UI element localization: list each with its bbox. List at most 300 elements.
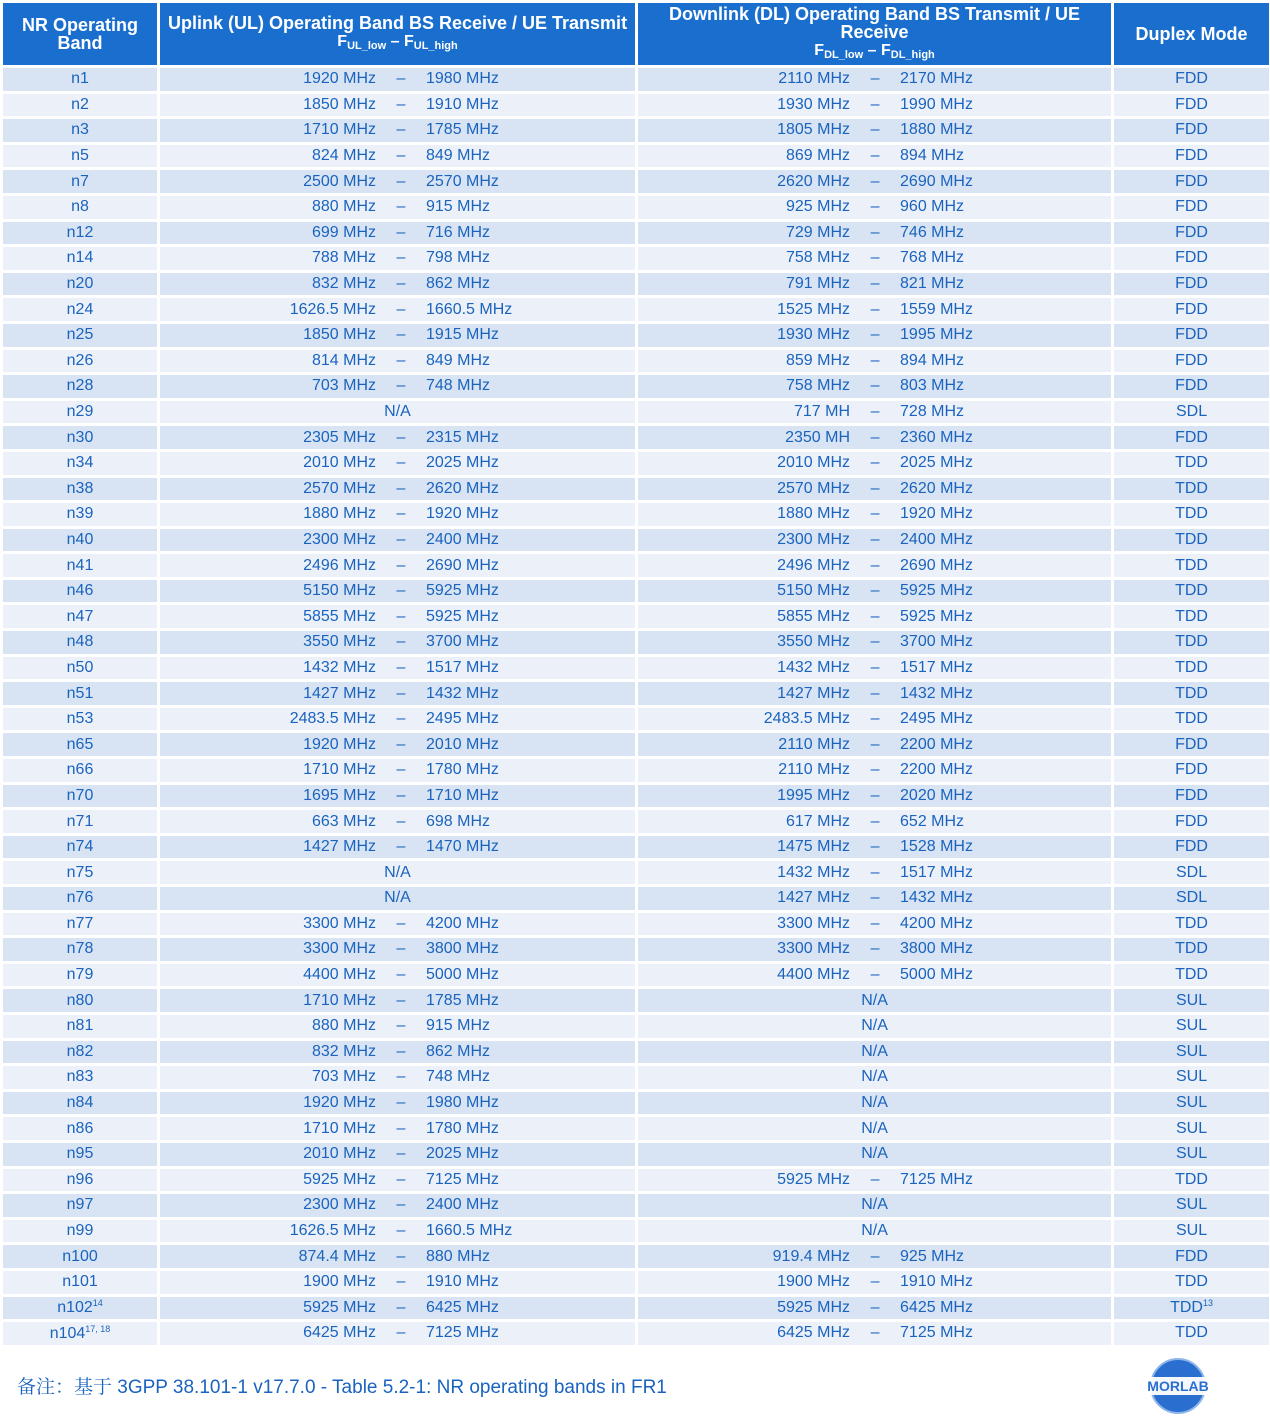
- uplink-high-cell: 1785 MHz: [416, 119, 638, 145]
- table-row: [3, 529, 1269, 555]
- band-cell: n25: [3, 324, 160, 350]
- downlink-dash: –: [860, 324, 890, 350]
- downlink-high-cell: 5925 MHz: [890, 580, 1114, 606]
- downlink-dash: –: [860, 273, 890, 299]
- band-cell: n28: [3, 375, 160, 401]
- uplink-low-cell: 880 MHz: [160, 196, 386, 222]
- uplink-dash: –: [386, 631, 416, 657]
- table-row: [3, 810, 1269, 836]
- uplink-high-cell: 1980 MHz: [416, 68, 638, 94]
- uplink-dash: –: [386, 938, 416, 964]
- duplex-mode-cell: TDD: [1114, 631, 1269, 657]
- band-cell: n1: [3, 68, 160, 94]
- band-cell: n66: [3, 759, 160, 785]
- uplink-dash: –: [386, 1169, 416, 1195]
- uplink-dash: –: [386, 1117, 416, 1143]
- downlink-high-cell: 5925 MHz: [890, 605, 1114, 631]
- uplink-high-cell: 1660.5 MHz: [416, 298, 638, 324]
- band-cell: n12: [3, 222, 160, 248]
- uplink-high-cell: 1910 MHz: [416, 94, 638, 120]
- table-row: [3, 861, 1269, 887]
- downlink-dash: –: [860, 580, 890, 606]
- band-cell: n46: [3, 580, 160, 606]
- downlink-dash: –: [860, 452, 890, 478]
- band-cell: n104$^{17, 18}$: [3, 1322, 160, 1348]
- duplex-mode-cell: SDL: [1114, 861, 1269, 887]
- uplink-dash: –: [386, 298, 416, 324]
- uplink-high-cell: 798 MHz: [416, 247, 638, 273]
- table-row: [3, 964, 1269, 990]
- downlink-high-cell: 1528 MHz: [890, 836, 1114, 862]
- downlink-dash: –: [860, 145, 890, 171]
- table-row: [3, 375, 1269, 401]
- uplink-low-cell: 5925 MHz: [160, 1169, 386, 1195]
- band-cell: n81: [3, 1015, 160, 1041]
- table-row: [3, 989, 1269, 1015]
- table-row: [3, 503, 1269, 529]
- downlink-low-cell: 2350 MH: [638, 426, 860, 452]
- downlink-dash: –: [860, 298, 890, 324]
- band-cell: n8: [3, 196, 160, 222]
- uplink-high-cell: 1780 MHz: [416, 1117, 638, 1143]
- duplex-mode-cell: TDD: [1114, 554, 1269, 580]
- uplink-dash: –: [386, 785, 416, 811]
- duplex-mode-cell: FDD: [1114, 785, 1269, 811]
- band-cell: n95: [3, 1143, 160, 1169]
- uplink-dash: –: [386, 1092, 416, 1118]
- downlink-high-cell: 2200 MHz: [890, 733, 1114, 759]
- uplink-low-cell: 824 MHz: [160, 145, 386, 171]
- table-row: [3, 1041, 1269, 1067]
- downlink-high-cell: 1880 MHz: [890, 119, 1114, 145]
- uplink-dash: –: [386, 222, 416, 248]
- duplex-mode-cell: SUL: [1114, 1066, 1269, 1092]
- uplink-dash: –: [386, 964, 416, 990]
- uplink-low-cell: 1710 MHz: [160, 1117, 386, 1143]
- downlink-low-cell: 2110 MHz: [638, 68, 860, 94]
- band-footnote: 17, 18: [85, 1323, 111, 1334]
- header-duplex-mode: Duplex Mode: [1114, 3, 1269, 68]
- downlink-high-cell: 821 MHz: [890, 273, 1114, 299]
- uplink-low-cell: 3550 MHz: [160, 631, 386, 657]
- table-row: [3, 170, 1269, 196]
- uplink-low-cell: 2500 MHz: [160, 170, 386, 196]
- duplex-mode-cell: SUL: [1114, 1092, 1269, 1118]
- uplink-low-cell: 814 MHz: [160, 350, 386, 376]
- uplink-dash: –: [386, 1143, 416, 1169]
- duplex-mode-cell: FDD: [1114, 298, 1269, 324]
- uplink-low-cell: 1880 MHz: [160, 503, 386, 529]
- band-cell: n65: [3, 733, 160, 759]
- band-cell: n99: [3, 1220, 160, 1246]
- duplex-mode-cell: SUL: [1114, 1015, 1269, 1041]
- duplex-mode-cell: FDD: [1114, 94, 1269, 120]
- band-cell: n96: [3, 1169, 160, 1195]
- duplex-mode-cell: SDL: [1114, 401, 1269, 427]
- duplex-mode-cell: FDD: [1114, 222, 1269, 248]
- uplink-low-cell: 2483.5 MHz: [160, 708, 386, 734]
- table-row: [3, 580, 1269, 606]
- downlink-dash: –: [860, 913, 890, 939]
- downlink-dash: –: [860, 785, 890, 811]
- downlink-low-cell: 2496 MHz: [638, 554, 860, 580]
- duplex-mode-cell: TDD: [1114, 913, 1269, 939]
- downlink-high-cell: 1432 MHz: [890, 887, 1114, 913]
- downlink-high-cell: 960 MHz: [890, 196, 1114, 222]
- downlink-high-cell: 925 MHz: [890, 1245, 1114, 1271]
- downlink-dash: –: [860, 1322, 890, 1348]
- downlink-na-cell: N/A: [638, 1194, 1114, 1220]
- nr-operating-bands-table: [3, 3, 1269, 1348]
- band-cell: n29: [3, 401, 160, 427]
- uplink-low-cell: 1695 MHz: [160, 785, 386, 811]
- table-row: [3, 682, 1269, 708]
- uplink-high-cell: 4200 MHz: [416, 913, 638, 939]
- downlink-high-cell: 1559 MHz: [890, 298, 1114, 324]
- uplink-dash: –: [386, 1066, 416, 1092]
- downlink-high-cell: 3700 MHz: [890, 631, 1114, 657]
- uplink-high-cell: 2315 MHz: [416, 426, 638, 452]
- band-cell: n83: [3, 1066, 160, 1092]
- table-row: [3, 1245, 1269, 1271]
- uplink-dash: –: [386, 452, 416, 478]
- downlink-low-cell: 5150 MHz: [638, 580, 860, 606]
- uplink-high-cell: 2620 MHz: [416, 478, 638, 504]
- duplex-mode-cell: TDD$^{13}$: [1114, 1297, 1269, 1323]
- downlink-low-cell: 3300 MHz: [638, 913, 860, 939]
- table-row: [3, 708, 1269, 734]
- downlink-high-cell: 1920 MHz: [890, 503, 1114, 529]
- uplink-high-cell: 862 MHz: [416, 273, 638, 299]
- band-cell: n39: [3, 503, 160, 529]
- downlink-na-cell: N/A: [638, 1117, 1114, 1143]
- uplink-dash: –: [386, 503, 416, 529]
- downlink-na-cell: N/A: [638, 1143, 1114, 1169]
- downlink-high-cell: 746 MHz: [890, 222, 1114, 248]
- uplink-low-cell: 1920 MHz: [160, 68, 386, 94]
- downlink-dash: –: [860, 657, 890, 683]
- duplex-mode-cell: FDD: [1114, 1245, 1269, 1271]
- downlink-high-cell: 728 MHz: [890, 401, 1114, 427]
- table-row: [3, 1092, 1269, 1118]
- downlink-na-cell: N/A: [638, 1041, 1114, 1067]
- uplink-high-cell: 7125 MHz: [416, 1322, 638, 1348]
- uplink-high-cell: 748 MHz: [416, 375, 638, 401]
- header-band: NR Operating Band: [3, 3, 160, 68]
- downlink-low-cell: 729 MHz: [638, 222, 860, 248]
- uplink-high-cell: 698 MHz: [416, 810, 638, 836]
- downlink-high-cell: 2400 MHz: [890, 529, 1114, 555]
- uplink-high-cell: 915 MHz: [416, 1015, 638, 1041]
- table-row: [3, 1143, 1269, 1169]
- downlink-high-cell: 894 MHz: [890, 350, 1114, 376]
- uplink-low-cell: 663 MHz: [160, 810, 386, 836]
- header-uplink: Uplink (UL) Operating Band BS Receive / UE Transmit $F_{UL\_low} - F_{UL\_high}$: [160, 3, 638, 68]
- uplink-dash: –: [386, 1041, 416, 1067]
- band-cell: n53: [3, 708, 160, 734]
- duplex-mode-cell: FDD: [1114, 145, 1269, 171]
- uplink-na-cell: N/A: [160, 401, 638, 427]
- morlab-logo-text: MORLAB: [1147, 1378, 1209, 1394]
- duplex-mode-cell: TDD: [1114, 580, 1269, 606]
- morlab-logo: [1133, 1357, 1223, 1415]
- uplink-low-cell: 880 MHz: [160, 1015, 386, 1041]
- band-cell: n30: [3, 426, 160, 452]
- table-row: [3, 401, 1269, 427]
- uplink-low-cell: 5150 MHz: [160, 580, 386, 606]
- table-row: [3, 1169, 1269, 1195]
- uplink-high-cell: 3700 MHz: [416, 631, 638, 657]
- table-row: [3, 478, 1269, 504]
- uplink-low-cell: 703 MHz: [160, 375, 386, 401]
- table-row: [3, 887, 1269, 913]
- downlink-dash: –: [860, 478, 890, 504]
- downlink-high-cell: 1517 MHz: [890, 861, 1114, 887]
- downlink-high-cell: 2690 MHz: [890, 170, 1114, 196]
- downlink-dash: –: [860, 708, 890, 734]
- uplink-low-cell: 2570 MHz: [160, 478, 386, 504]
- band-cell: n50: [3, 657, 160, 683]
- table-row: [3, 350, 1269, 376]
- uplink-low-cell: 3300 MHz: [160, 913, 386, 939]
- mode-footnote: 13: [1202, 1298, 1213, 1309]
- downlink-low-cell: 2110 MHz: [638, 759, 860, 785]
- uplink-high-cell: 915 MHz: [416, 196, 638, 222]
- band-cell: n41: [3, 554, 160, 580]
- downlink-low-cell: 717 MH: [638, 401, 860, 427]
- downlink-low-cell: 2110 MHz: [638, 733, 860, 759]
- uplink-high-cell: 2400 MHz: [416, 1194, 638, 1220]
- band-cell: n77: [3, 913, 160, 939]
- uplink-dash: –: [386, 375, 416, 401]
- table-row: [3, 1297, 1269, 1323]
- uplink-low-cell: 1920 MHz: [160, 1092, 386, 1118]
- band-cell: n74: [3, 836, 160, 862]
- uplink-low-cell: 788 MHz: [160, 247, 386, 273]
- uplink-dash: –: [386, 580, 416, 606]
- uplink-high-cell: 1780 MHz: [416, 759, 638, 785]
- uplink-dash: –: [386, 1015, 416, 1041]
- downlink-low-cell: 4400 MHz: [638, 964, 860, 990]
- uplink-low-cell: 1900 MHz: [160, 1271, 386, 1297]
- uplink-dash: –: [386, 836, 416, 862]
- table-row: [3, 452, 1269, 478]
- duplex-mode-cell: TDD: [1114, 657, 1269, 683]
- table-row: [3, 938, 1269, 964]
- downlink-high-cell: 652 MHz: [890, 810, 1114, 836]
- uplink-high-cell: 1785 MHz: [416, 989, 638, 1015]
- duplex-mode-cell: SUL: [1114, 1117, 1269, 1143]
- table-row: [3, 1015, 1269, 1041]
- table-row: [3, 631, 1269, 657]
- uplink-dash: –: [386, 324, 416, 350]
- duplex-mode-cell: TDD: [1114, 938, 1269, 964]
- uplink-high-cell: 7125 MHz: [416, 1169, 638, 1195]
- uplink-low-cell: 703 MHz: [160, 1066, 386, 1092]
- downlink-dash: –: [860, 247, 890, 273]
- downlink-na-cell: N/A: [638, 1092, 1114, 1118]
- downlink-high-cell: 2170 MHz: [890, 68, 1114, 94]
- header-downlink-formula: $F_{DL\_low} - F_{DL\_high}$: [814, 41, 935, 61]
- uplink-low-cell: 2496 MHz: [160, 554, 386, 580]
- table-row: [3, 605, 1269, 631]
- downlink-low-cell: 1900 MHz: [638, 1271, 860, 1297]
- band-cell: n84: [3, 1092, 160, 1118]
- table-row: [3, 145, 1269, 171]
- downlink-low-cell: 1805 MHz: [638, 119, 860, 145]
- downlink-high-cell: 3800 MHz: [890, 938, 1114, 964]
- band-cell: n97: [3, 1194, 160, 1220]
- band-cell: n7: [3, 170, 160, 196]
- uplink-low-cell: 1710 MHz: [160, 119, 386, 145]
- uplink-low-cell: 1626.5 MHz: [160, 298, 386, 324]
- duplex-mode-cell: SUL: [1114, 1041, 1269, 1067]
- downlink-dash: –: [860, 836, 890, 862]
- band-cell: n78: [3, 938, 160, 964]
- uplink-high-cell: 1660.5 MHz: [416, 1220, 638, 1246]
- table-row: [3, 1066, 1269, 1092]
- band-cell: n100: [3, 1245, 160, 1271]
- downlink-low-cell: 3550 MHz: [638, 631, 860, 657]
- uplink-high-cell: 6425 MHz: [416, 1297, 638, 1323]
- duplex-mode-cell: TDD: [1114, 1322, 1269, 1348]
- table-row: [3, 1322, 1269, 1348]
- downlink-dash: –: [860, 119, 890, 145]
- uplink-high-cell: 2025 MHz: [416, 452, 638, 478]
- uplink-dash: –: [386, 913, 416, 939]
- downlink-low-cell: 758 MHz: [638, 375, 860, 401]
- downlink-low-cell: 1427 MHz: [638, 887, 860, 913]
- downlink-low-cell: 6425 MHz: [638, 1322, 860, 1348]
- table-row: [3, 324, 1269, 350]
- uplink-low-cell: 5855 MHz: [160, 605, 386, 631]
- downlink-high-cell: 7125 MHz: [890, 1169, 1114, 1195]
- footer-note: 备注：基于 3GPP 38.101-1 v17.7.0 - Table 5.2-1: NR operating bands in FR1: [17, 1377, 667, 1398]
- band-cell: n79: [3, 964, 160, 990]
- uplink-low-cell: 2305 MHz: [160, 426, 386, 452]
- downlink-low-cell: 1475 MHz: [638, 836, 860, 862]
- table-row: [3, 196, 1269, 222]
- uplink-high-cell: 2495 MHz: [416, 708, 638, 734]
- uplink-dash: –: [386, 350, 416, 376]
- band-cell: n80: [3, 989, 160, 1015]
- downlink-low-cell: 2300 MHz: [638, 529, 860, 555]
- duplex-mode-cell: SDL: [1114, 887, 1269, 913]
- duplex-mode-cell: TDD: [1114, 1169, 1269, 1195]
- band-cell: n5: [3, 145, 160, 171]
- uplink-high-cell: 1710 MHz: [416, 785, 638, 811]
- uplink-high-cell: 5925 MHz: [416, 605, 638, 631]
- downlink-dash: –: [860, 375, 890, 401]
- downlink-high-cell: 2495 MHz: [890, 708, 1114, 734]
- table-row: [3, 759, 1269, 785]
- band-cell: n76: [3, 887, 160, 913]
- uplink-low-cell: 2300 MHz: [160, 529, 386, 555]
- table-row: [3, 68, 1269, 94]
- table-row: [3, 273, 1269, 299]
- uplink-dash: –: [386, 478, 416, 504]
- downlink-low-cell: 2570 MHz: [638, 478, 860, 504]
- uplink-high-cell: 2010 MHz: [416, 733, 638, 759]
- uplink-low-cell: 1432 MHz: [160, 657, 386, 683]
- duplex-mode-cell: FDD: [1114, 810, 1269, 836]
- duplex-mode-cell: FDD: [1114, 247, 1269, 273]
- band-cell: n24: [3, 298, 160, 324]
- band-cell: n3: [3, 119, 160, 145]
- downlink-dash: –: [860, 1297, 890, 1323]
- uplink-dash: –: [386, 605, 416, 631]
- band-cell: n71: [3, 810, 160, 836]
- table-row: [3, 119, 1269, 145]
- band-cell: n101: [3, 1271, 160, 1297]
- uplink-high-cell: 1470 MHz: [416, 836, 638, 862]
- uplink-dash: –: [386, 708, 416, 734]
- footer: [3, 1353, 1269, 1418]
- uplink-dash: –: [386, 1194, 416, 1220]
- uplink-dash: –: [386, 196, 416, 222]
- uplink-high-cell: 1517 MHz: [416, 657, 638, 683]
- downlink-low-cell: 5855 MHz: [638, 605, 860, 631]
- downlink-high-cell: 4200 MHz: [890, 913, 1114, 939]
- downlink-dash: –: [860, 1169, 890, 1195]
- downlink-low-cell: 1995 MHz: [638, 785, 860, 811]
- table-row: [3, 657, 1269, 683]
- downlink-high-cell: 6425 MHz: [890, 1297, 1114, 1323]
- table-row: [3, 554, 1269, 580]
- duplex-mode-cell: FDD: [1114, 273, 1269, 299]
- duplex-mode-cell: FDD: [1114, 759, 1269, 785]
- uplink-high-cell: 2570 MHz: [416, 170, 638, 196]
- uplink-dash: –: [386, 657, 416, 683]
- uplink-high-cell: 748 MHz: [416, 1066, 638, 1092]
- uplink-high-cell: 862 MHz: [416, 1041, 638, 1067]
- band-cell: n14: [3, 247, 160, 273]
- downlink-low-cell: 1930 MHz: [638, 324, 860, 350]
- uplink-low-cell: 1850 MHz: [160, 94, 386, 120]
- uplink-low-cell: 1710 MHz: [160, 759, 386, 785]
- uplink-dash: –: [386, 1220, 416, 1246]
- uplink-dash: –: [386, 145, 416, 171]
- duplex-mode-cell: SUL: [1114, 989, 1269, 1015]
- table-row: [3, 247, 1269, 273]
- downlink-dash: –: [860, 401, 890, 427]
- uplink-low-cell: 832 MHz: [160, 273, 386, 299]
- uplink-low-cell: 832 MHz: [160, 1041, 386, 1067]
- downlink-dash: –: [860, 222, 890, 248]
- table-row: [3, 1117, 1269, 1143]
- uplink-dash: –: [386, 989, 416, 1015]
- downlink-low-cell: 3300 MHz: [638, 938, 860, 964]
- duplex-mode-cell: TDD: [1114, 503, 1269, 529]
- uplink-low-cell: 1427 MHz: [160, 682, 386, 708]
- uplink-dash: –: [386, 554, 416, 580]
- duplex-mode-cell: TDD: [1114, 964, 1269, 990]
- uplink-dash: –: [386, 1297, 416, 1323]
- downlink-high-cell: 2690 MHz: [890, 554, 1114, 580]
- table-row: [3, 913, 1269, 939]
- uplink-high-cell: 1980 MHz: [416, 1092, 638, 1118]
- table-row: [3, 298, 1269, 324]
- table-header-row: [3, 3, 1269, 68]
- band-cell: n38: [3, 478, 160, 504]
- downlink-low-cell: 1432 MHz: [638, 861, 860, 887]
- downlink-low-cell: 791 MHz: [638, 273, 860, 299]
- downlink-dash: –: [860, 861, 890, 887]
- downlink-low-cell: 1427 MHz: [638, 682, 860, 708]
- table-row: [3, 426, 1269, 452]
- uplink-high-cell: 1432 MHz: [416, 682, 638, 708]
- duplex-mode-cell: TDD: [1114, 452, 1269, 478]
